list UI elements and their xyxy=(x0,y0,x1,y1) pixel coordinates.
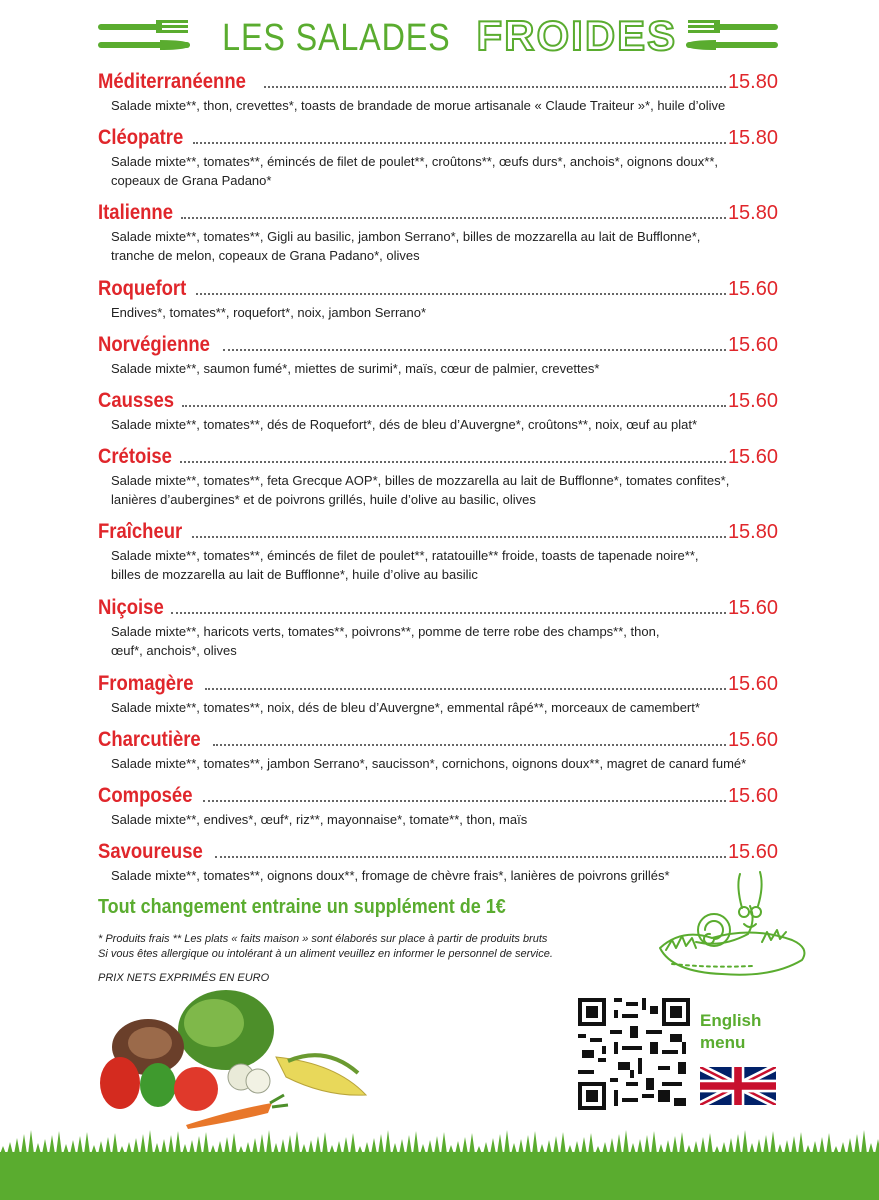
item-name: Niçoise xyxy=(98,596,164,619)
item-description: Salade mixte**, tomates**, émincés de filet de poulet**, ratatouille** froide, toasts de tapenade noire**, billes de mozzarella au lait de Bufflonne*, huile d’olive au basilic xyxy=(111,548,699,582)
menu-item xyxy=(98,333,778,389)
qr-code[interactable] xyxy=(578,998,690,1110)
item-description: Salade mixte**, tomates**, Gigli au basilic, jambon Serrano*, billes de mozzarella au lait de Bufflonne*, tranche de melon, copeaux de Grana Padano*, olives xyxy=(111,229,701,263)
menu-item xyxy=(98,70,778,126)
item-price: 15.60 xyxy=(727,841,778,863)
item-description: Salade mixte**, tomates**, dés de Roquefort*, dés de bleu d’Auvergne*, croûtons**, noix, œuf au plat* xyxy=(111,417,698,432)
item-name: Cléopatre xyxy=(98,126,184,149)
item-description: Salade mixte**, haricots verts, tomates**, poivrons**, pomme de terre robe des champs**, thon, œuf*, anchois*, olives xyxy=(111,624,660,658)
item-price: 15.60 xyxy=(727,785,778,807)
fork-knife-icon xyxy=(686,18,778,54)
grass-border xyxy=(0,1128,879,1200)
menu-item xyxy=(98,672,778,728)
item-description: Salade mixte**, saumon fumé*, miettes de surimi*, maïs, cœur de palmier, crevettes* xyxy=(111,361,600,376)
item-description: Salade mixte**, thon, crevettes*, toasts de brandade de morue artisanale « Claude Traiteur »*, huile d’olive xyxy=(111,98,726,113)
item-name: Fromagère xyxy=(98,672,194,695)
menu-item xyxy=(98,126,778,201)
item-name: Roquefort xyxy=(98,277,187,300)
menu-item xyxy=(98,596,778,672)
item-name: Savoureuse xyxy=(98,840,203,863)
menu-item xyxy=(98,201,778,277)
menu-item xyxy=(98,728,778,784)
item-description: Salade mixte**, endives*, œuf*, riz**, mayonnaise*, tomate**, thon, maïs xyxy=(111,812,528,827)
title-part-2: FROIDES xyxy=(476,12,678,59)
english-menu-link[interactable] xyxy=(700,1010,761,1054)
item-price: 15.60 xyxy=(727,729,778,751)
item-description: Endives*, tomates**, roquefort*, noix, jambon Serrano* xyxy=(111,305,427,320)
item-price: 15.60 xyxy=(727,278,778,300)
item-description: Salade mixte**, tomates**, oignons doux**, fromage de chèvre frais*, lanières de poivrons grillés* xyxy=(111,868,670,883)
footnotes xyxy=(98,932,658,962)
menu-item xyxy=(98,277,778,333)
item-name: Charcutière xyxy=(98,728,201,751)
item-price: 15.80 xyxy=(727,127,778,149)
menu-item xyxy=(98,445,778,520)
item-description: Salade mixte**, tomates**, feta Grecque AOP*, billes de mozzarella au lait de Bufflonne*, tomates confites*, lanières d’aubergines* et de poivrons grillés, huile d’olive au basilic, olives xyxy=(111,473,730,507)
item-price: 15.60 xyxy=(727,673,778,695)
item-name: Fraîcheur xyxy=(98,520,183,543)
item-name: Italienne xyxy=(98,201,173,224)
menu-label: menu xyxy=(700,1033,746,1052)
item-name: Composée xyxy=(98,784,193,807)
price-notice: PRIX NETS EXPRIMÉS EN EURO xyxy=(98,972,270,984)
item-name: Crétoise xyxy=(98,445,172,468)
item-price: 15.60 xyxy=(727,390,778,412)
english-label: English xyxy=(700,1011,762,1030)
supplement-notice: Tout changement entraine un supplément de 1€ xyxy=(98,896,506,918)
item-price: 15.60 xyxy=(727,334,778,356)
item-description: Salade mixte**, tomates**, jambon Serrano*, saucisson*, cornichons, oignons doux**, magret de canard fumé* xyxy=(111,756,747,771)
menu-item xyxy=(98,520,778,596)
item-description: Salade mixte**, tomates**, noix, dés de bleu d’Auvergne*, emmental râpé**, morceaux de camembert* xyxy=(111,700,700,715)
uk-flag-icon[interactable] xyxy=(700,1062,776,1110)
item-name: Norvégienne xyxy=(98,333,210,356)
salad-menu-list xyxy=(98,70,778,896)
item-price: 15.80 xyxy=(727,521,778,543)
item-price: 15.80 xyxy=(727,71,778,93)
title-part-1: LES SALADES xyxy=(221,17,451,59)
item-description: Salade mixte**, tomates**, émincés de filet de poulet**, croûtons**, œufs durs*, anchois*, oignons doux**, copeaux de Grana Padano* xyxy=(111,154,719,188)
vegetables-illustration xyxy=(96,985,386,1130)
footnote-allergy: Si vous êtes allergique ou intolérant à un aliment veuillez en informer le personnel de service. xyxy=(98,948,553,960)
menu-item xyxy=(98,389,778,445)
item-name: Causses xyxy=(98,389,175,412)
menu-item xyxy=(98,784,778,840)
item-name: Méditerranéenne xyxy=(98,70,246,93)
item-price: 15.80 xyxy=(727,202,778,224)
snail-illustration xyxy=(652,868,812,988)
item-price: 15.60 xyxy=(727,597,778,619)
page-header xyxy=(0,10,879,60)
footnote-products: * Produits frais ** Les plats « faits maison » sont élaborés sur place à partir de produits bruts xyxy=(98,933,548,945)
item-price: 15.60 xyxy=(727,446,778,468)
